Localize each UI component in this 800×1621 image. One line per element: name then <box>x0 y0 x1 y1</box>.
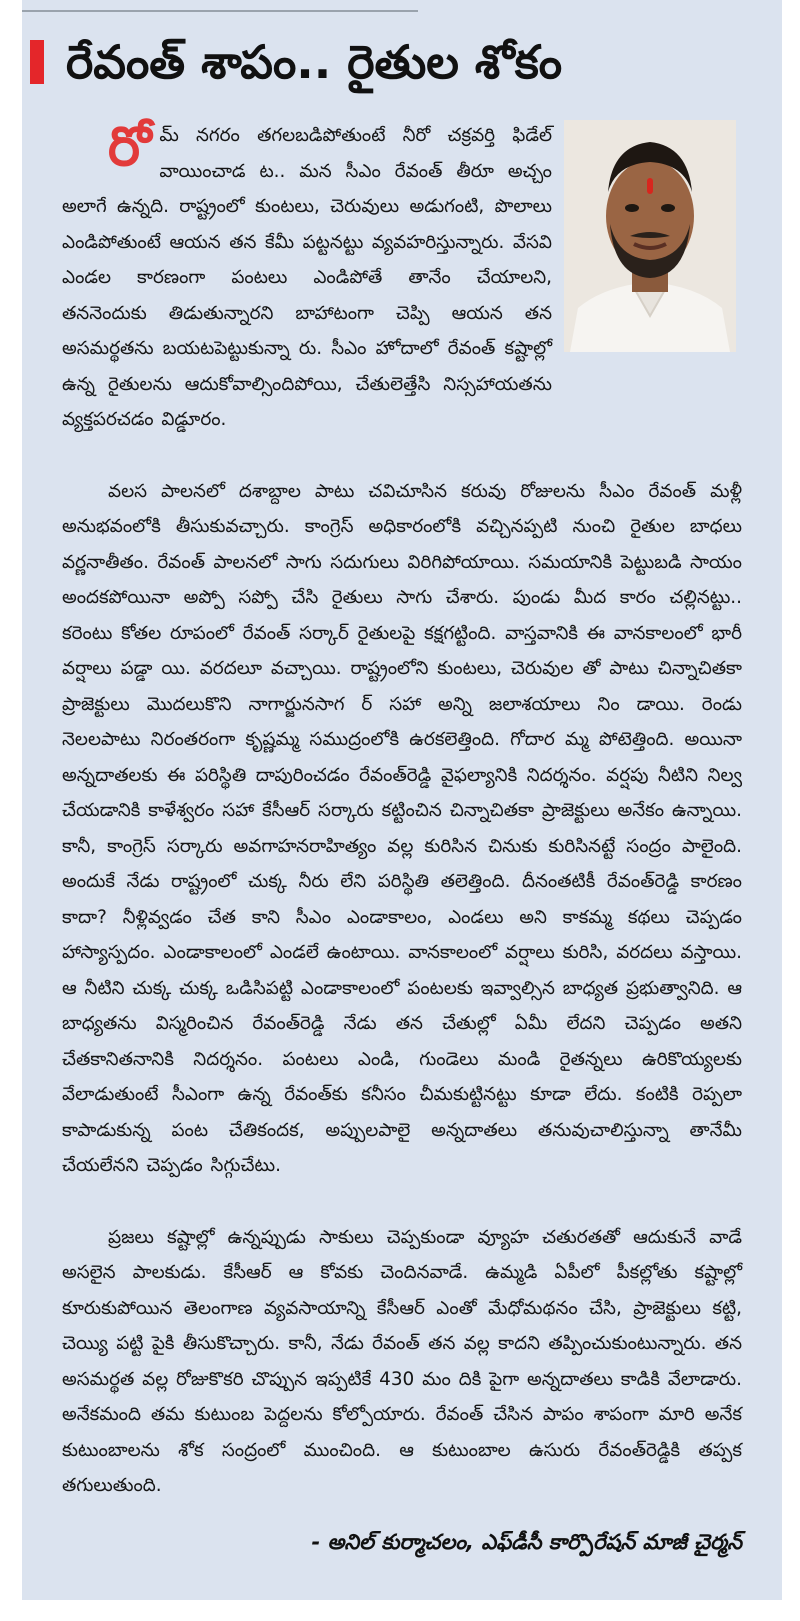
paragraph-1-text: మ్ నగరం తగలబడిపోతుంటే నీరో చక్రవర్తి ఫిడేల్ వాయించాడ ట.. మన సీఎం రేవంత్ తీరూ అచ్చం అలాగే ఉన్నది. రాష్ట్రంలో కుంటలు, చెరువులు అడుగంటి, పొలాలు ఎండిపోతుంటే ఆయన తన కేమీ పట్టనట్టు వ్యవహరిస్తున్నారు. వేసవి ఎండల కారణంగా పంటలు ఎండిపోతే తానేం చేయాలని, తననెందుకు తిడుతున్నారని బాహాటంగా చెప్పి ఆయన తన అసమర్థతను బయటపెట్టుకున్నా రు. సీఎం హోదాలో రేవంత్ కష్టాల్లో ఉన్న రైతులను ఆదుకోవాల్సిందిపోయి, చేతులెత్తేసి నిస్సహాయతను వ్యక్తపరచడం విడ్డూరం. <box>62 125 552 430</box>
paragraph-2: వలస పాలనలో దశాబ్దాల పాటు చవిచూసిన కరువు రోజులను సీఎం రేవంత్ మళ్లీ అనుభవంలోకి తీసుకువచ్చారు. కాంగ్రెస్ అధికారంలోకి వచ్చినప్పటి నుంచి రైతుల బాధలు వర్ణనాతీతం. రేవంత్ పాలనలో సాగు సదుగులు విరిగిపోయాయి. సమయానికి పెట్టుబడి సాయం అందకపోయినా అప్పో సప్పో చేసి రైతులు సాగు చేశారు. పుండు మీద కారం చల్లినట్టు.. కరెంటు కోతల రూపంలో రేవంత్ సర్కార్ రైతులపై కక్షగట్టింది. వాస్తవానికి ఈ వానకాలంలో భారీ వర్షాలు పడ్డా యి. వరదలూ వచ్చాయి. రాష్ట్రంలోని కుంటలు, చెరువుల తో పాటు చిన్నాచితకా ప్రాజెక్టులు మొదలుకొని నాగార్జునసాగ ర్ సహా అన్ని జలాశయాలు నిం డాయి. రెండు నెలలపాటు నిరంతరంగా కృష్ణమ్మ సముద్రంలోకి ఉరకలెత్తింది. గోదార మ్మ పోటెత్తింది. అయినా అన్నదాతలకు ఈ పరిస్థితి దాపురించడం రేవంత్‌రెడ్డి వైఫల్యానికి నిదర్శనం. వర్షపు నీటిని నిల్వ చేయడానికి కాళేశ్వరం సహా కేసీఆర్ సర్కారు కట్టించిన చిన్నాచితకా ప్రాజెక్టులు అనేకం ఉన్నాయి. కానీ, కాంగ్రెస్ సర్కారు అవగాహనరాహిత్యం వల్ల కురిసిన చినుకు కురిసినట్టే సంద్రం పాలైంది. అందుకే నేడు రాష్ట్రంలో చుక్క నీరు లేని పరిస్థితి తలెత్తింది. దీనంతటికీ రేవంత్‌రెడ్డి కారణం కాదా? నీళ్లివ్వడం చేత కాని సీఎం ఎండాకాలం, ఎండలు అని కాకమ్మ కథలు చెప్పడం హాస్యాస్పదం. ఎండాకాలంలో ఎండలే ఉంటాయి. వానకాలంలో వర్షాలు కురిసి, వరదలు వస్తాయి. ఆ నీటిని చుక్క చుక్క ఒడిసిపట్టి ఎండాకాలంలో పంటలకు ఇవ్వాల్సిన బాధ్యత ప్రభుత్వానిది. ఆ బాధ్యతను విస్మరించిన రేవంత్‌రెడ్డి నేడు తన చేతుల్లో ఏమీ లేదని చెప్పడం అతని చేతకానితనానికి నిదర్శనం. పంటలు ఎండి, గుండెలు మండి రైతన్నలు ఉరికొయ్యలకు వేలాడుతుంటే సీఎంగా ఉన్న రేవంత్‌కు కనీసం చీమకుట్టినట్టు కూడా లేదు. కంటికి రెప్పలా కాపాడుకున్న పంట చేతికందక, అప్పులపాలై అన్నదాతలు తనువుచాలిస్తున్నా తానేమీ చేయలేనని చెప్పడం సిగ్గుచేటు. <box>62 480 742 1176</box>
dropcap: రో <box>108 115 152 178</box>
article-page <box>22 0 782 1600</box>
article-body <box>62 115 742 1504</box>
author-signature: - అనిల్ కుర్మాచలం, ఎఫ్‌డీసీ కార్పొరేషన్ మాజీ చైర్మన్ <box>311 1530 742 1554</box>
top-rule <box>22 10 418 12</box>
paragraph-3: ప్రజలు కష్టాల్లో ఉన్నప్పుడు సాకులు చెప్పకుండా వ్యూహ చతురతతో ఆదుకునే వాడే అసలైన పాలకుడు. కేసీఆర్ ఆ కోవకు చెందినవాడే. ఉమ్మడి ఏపీలో పీకల్లోతు కష్టాల్లో కూరుకుపోయిన తెలంగాణ వ్యవసాయాన్ని కేసీఆర్ ఎంతో మేధోమథనం చేసి, ప్రాజెక్టులు కట్టి, చెయ్యి పట్టి పైకి తీసుకొచ్చారు. కానీ, నేడు రేవంత్ తన వల్ల కాదని తప్పించుకుంటున్నారు. తన అసమర్థత వల్ల రోజుకొకరి చొప్పున ఇప్పటికే 430 మం దికి పైగా అన్నదాతలు కాడికి వేలాడారు. అనేకమంది తమ కుటుంబ పెద్దలను కోల్పోయారు. రేవంత్ చేసిన పాపం శాపంగా మారి అనేక కుటుంబాలను శోక సంద్రంలో ముంచింది. ఆ కుటుంబాల ఉసురు రేవంత్‌రెడ్డికి తప్పక తగులుతుంది. <box>62 1226 742 1496</box>
paragraph-1 <box>62 115 742 438</box>
headline: రేవంత్ శాపం.. రైతుల శోకం <box>66 35 563 89</box>
headline-accent-bar <box>30 40 44 84</box>
